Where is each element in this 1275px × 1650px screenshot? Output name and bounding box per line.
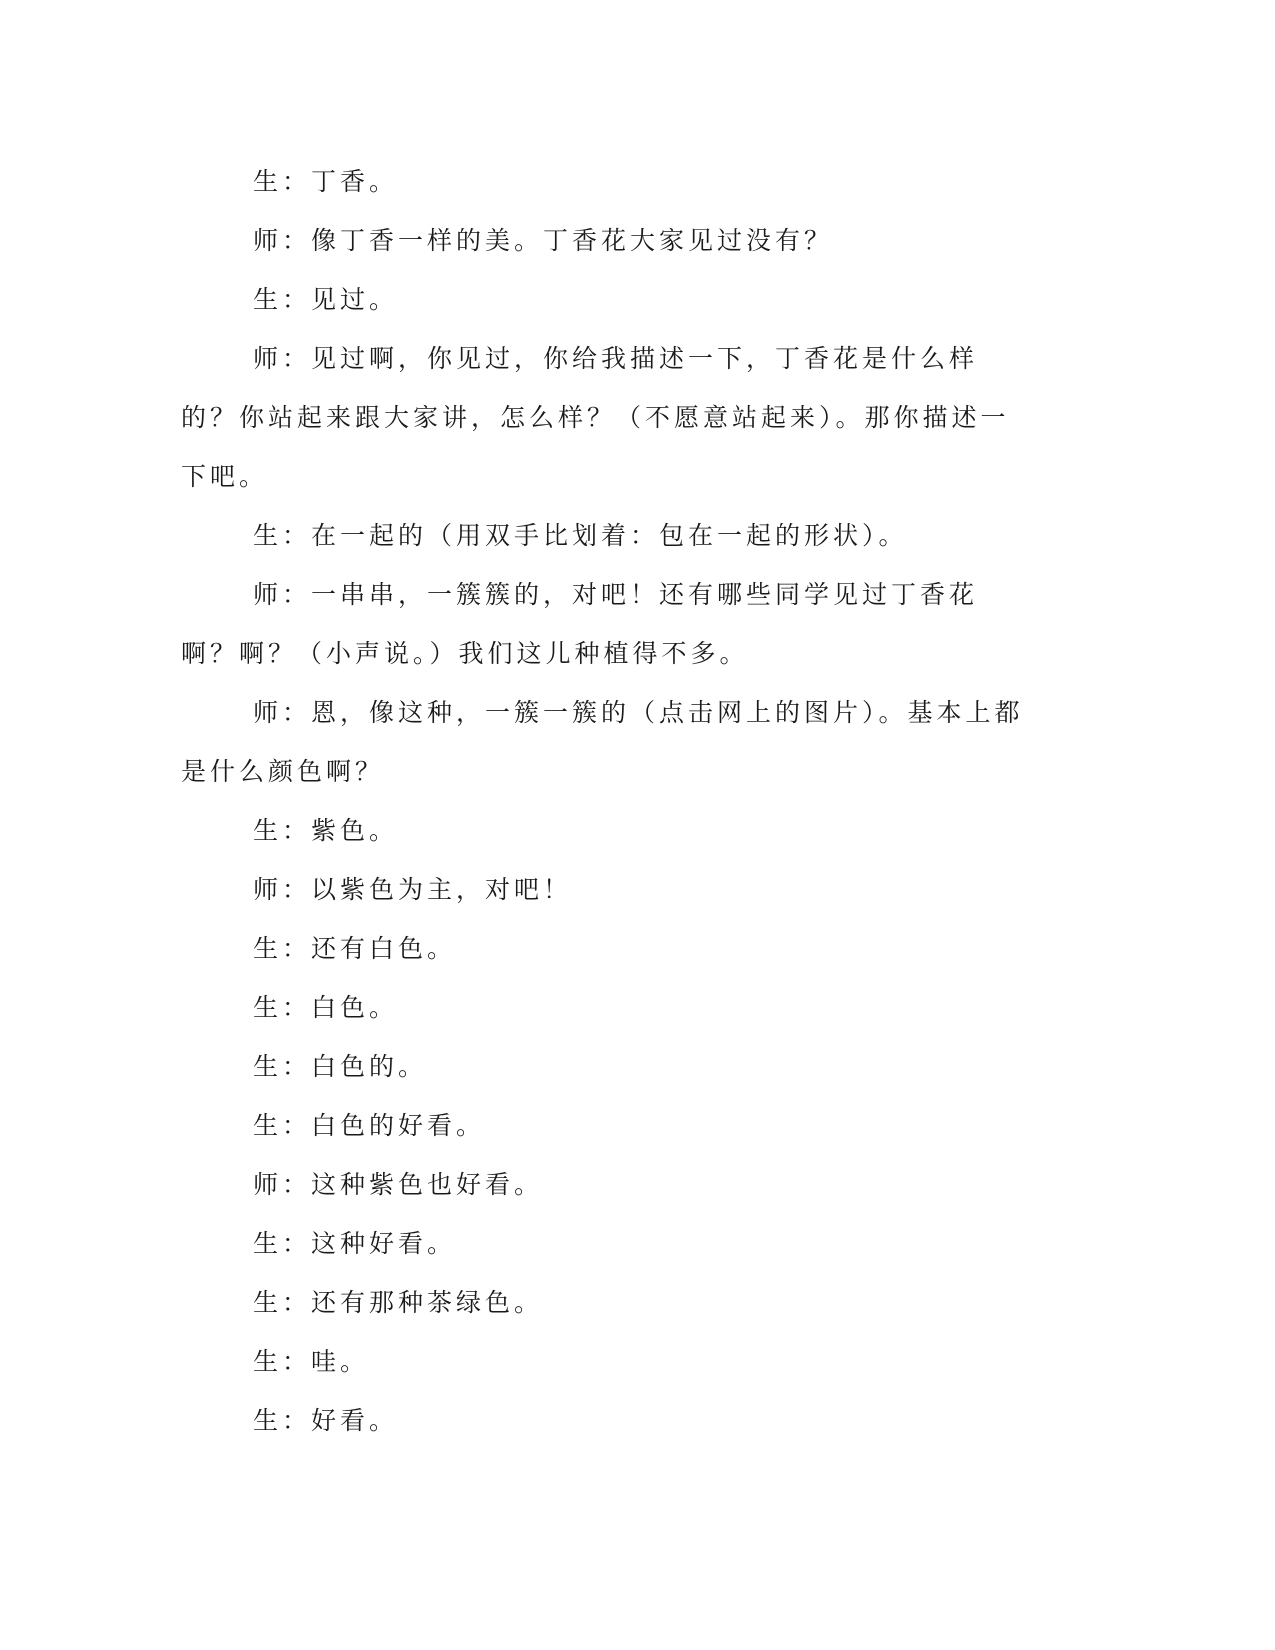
transcript-body — [181, 152, 1026, 1450]
paragraph: 生：还有白色。 — [253, 934, 457, 963]
paragraph: 生：还有那种茶绿色。 — [253, 1288, 544, 1317]
paragraph: 生：白色的。 — [253, 1052, 428, 1081]
paragraph: 生：这种好看。 — [253, 1229, 457, 1258]
paragraph: 生：在一起的（用双手比划着：包在一起的形状）。 — [253, 521, 908, 550]
paragraph: 师：一串串，一簇簇的，对吧！还有哪些同学见过丁香花啊？啊？（小声说。）我们这儿种植得不多。 — [181, 580, 979, 668]
paragraph: 师：以紫色为主，对吧！ — [253, 875, 573, 904]
paragraph: 师：这种紫色也好看。 — [253, 1170, 544, 1199]
paragraph: 生：丁香。 — [253, 167, 399, 196]
paragraph: 生：见过。 — [253, 285, 399, 314]
paragraph: 生：白色的好看。 — [253, 1111, 486, 1140]
paragraph: 生：白色。 — [253, 993, 399, 1022]
paragraph: 师：见过啊，你见过，你给我描述一下，丁香花是什么样的？你站起来跟大家讲，怎么样？（不愿意站起来）。那你描述一下吧。 — [181, 344, 1010, 491]
paragraph: 生：哇。 — [253, 1347, 370, 1376]
paragraph: 生：好看。 — [253, 1406, 399, 1435]
paragraph: 师：像丁香一样的美。丁香花大家见过没有？ — [253, 226, 834, 255]
paragraph: 师：恩，像这种，一簇一簇的（点击网上的图片）。基本上都是什么颜色啊？ — [181, 698, 1024, 786]
paragraph: 生：紫色。 — [253, 816, 399, 845]
